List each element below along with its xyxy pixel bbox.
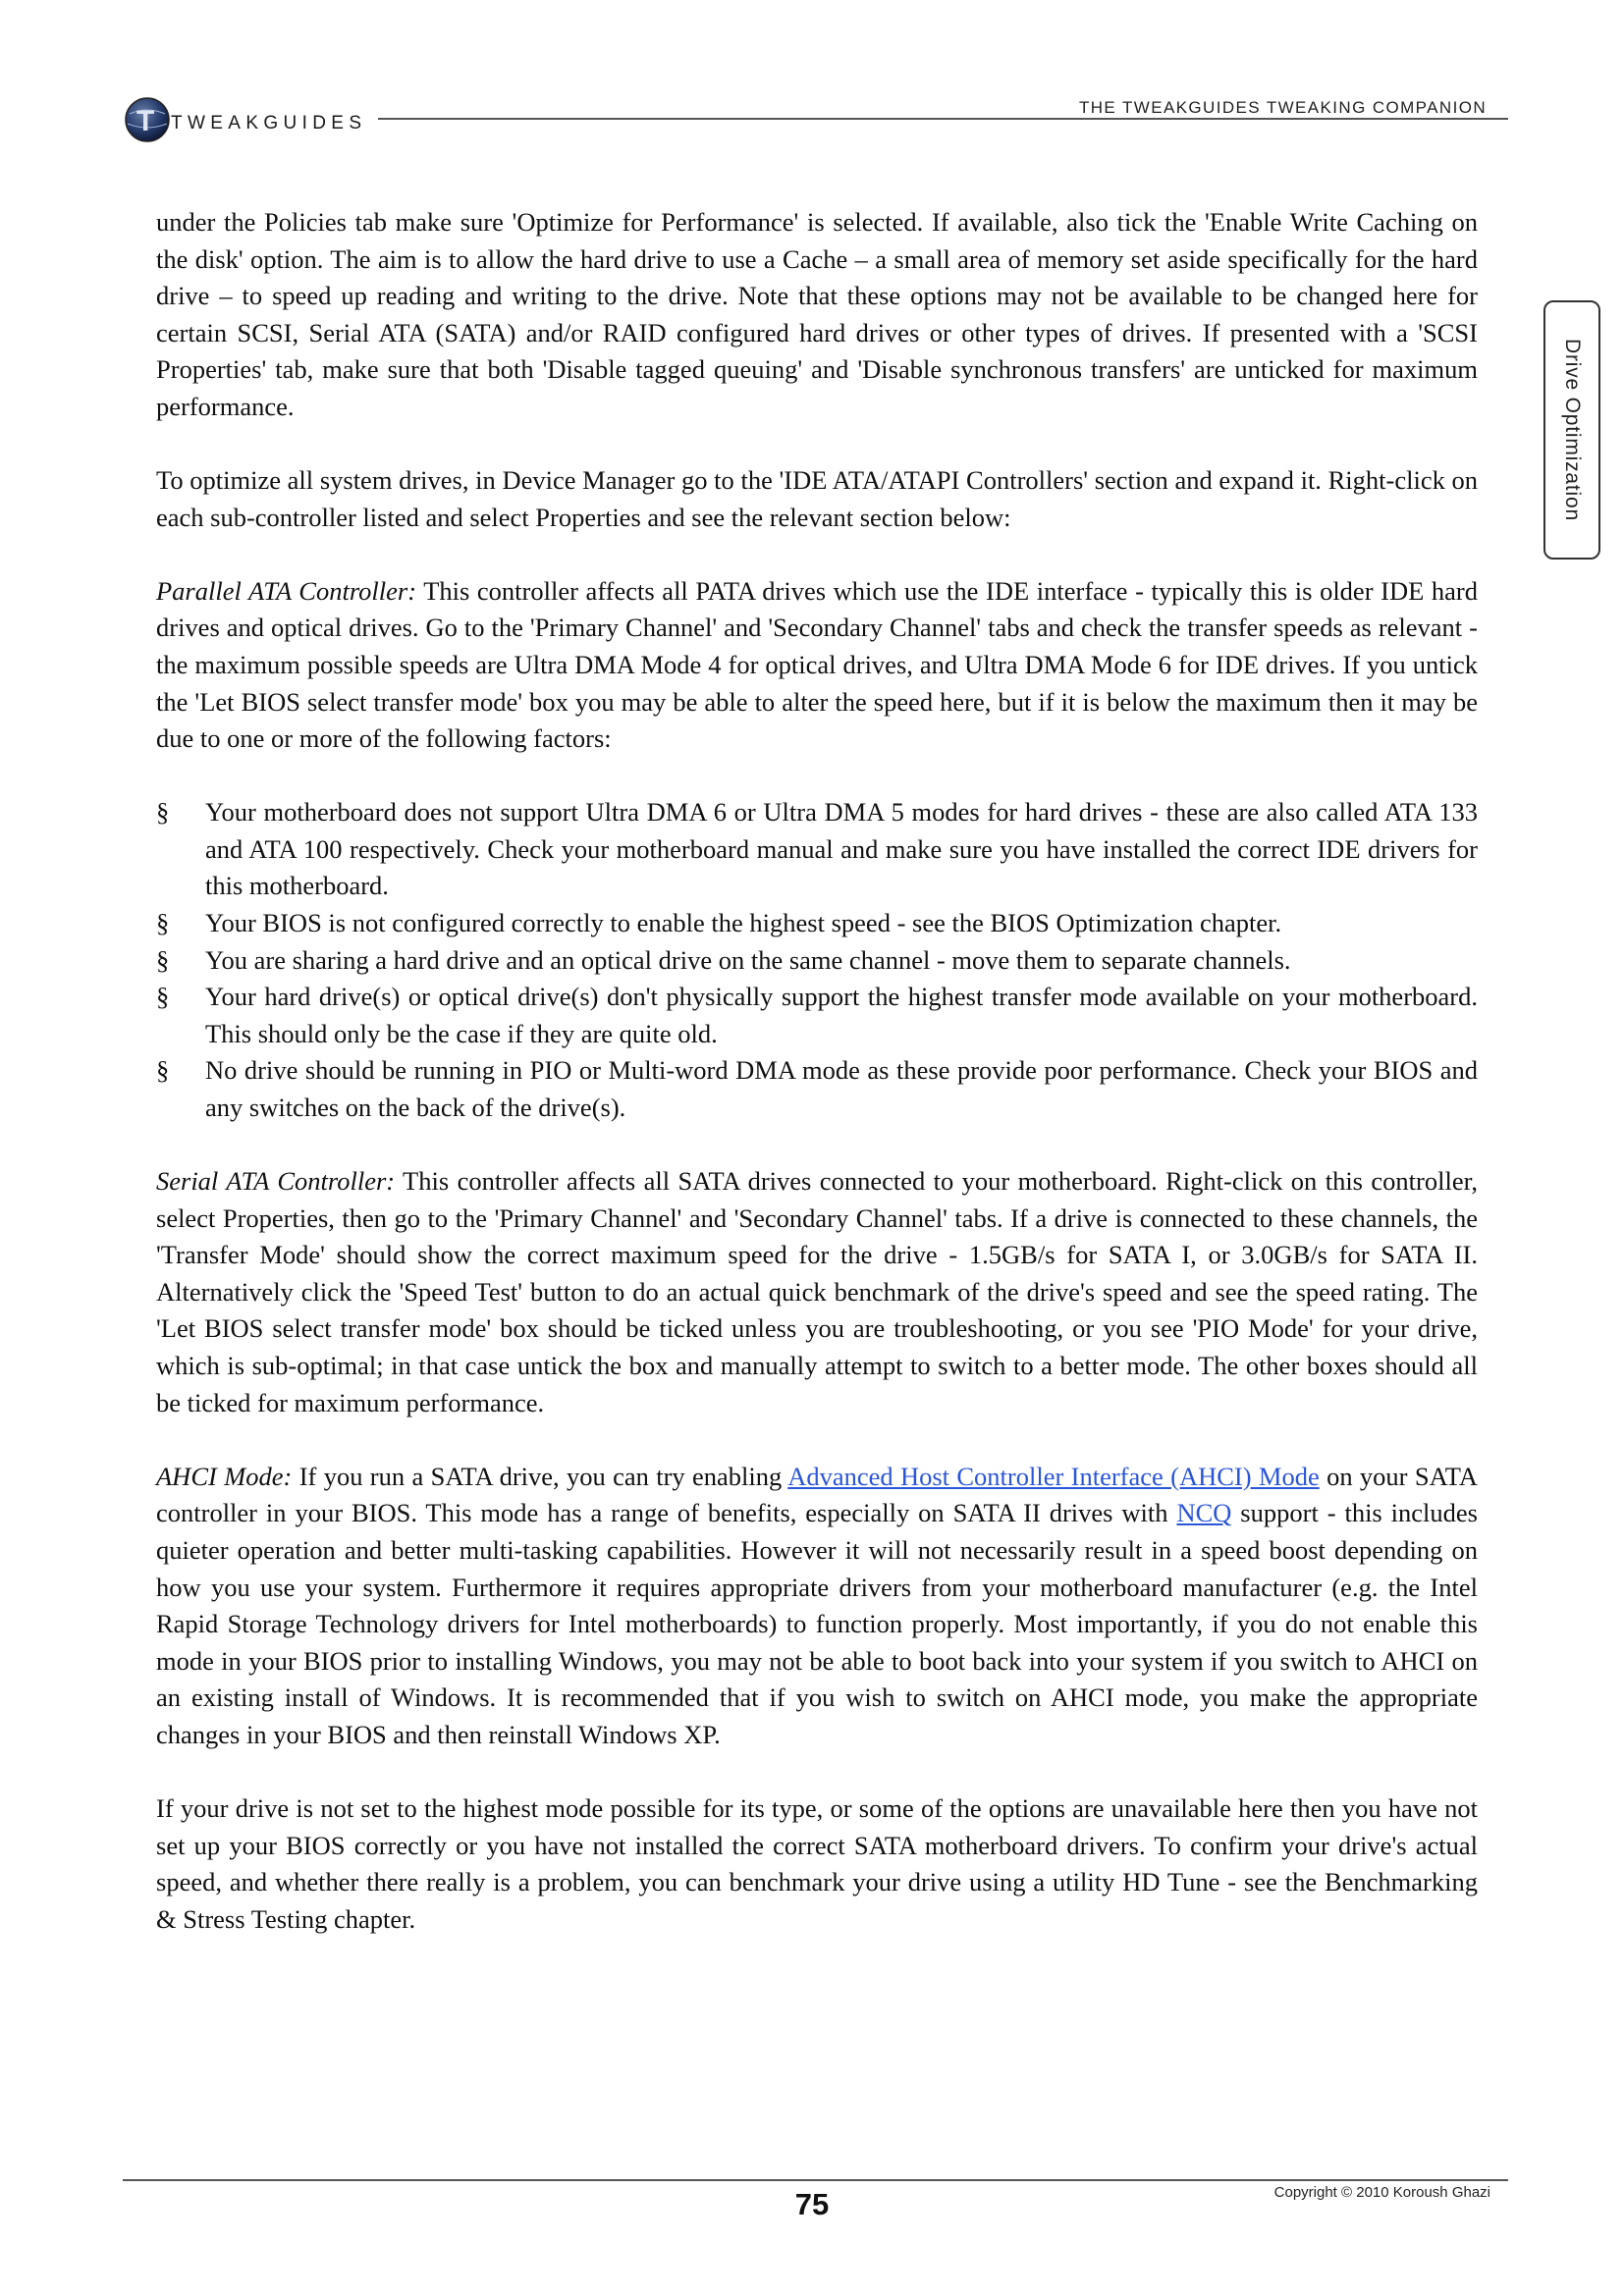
term-parallel-ata: Parallel ATA Controller: <box>156 575 417 606</box>
logo-wordmark: TWEAKGUIDES <box>171 113 362 133</box>
ahci-link[interactable]: Advanced Host Controller Interface (AHCI) Mode <box>787 1461 1320 1491</box>
page-body <box>156 204 1478 1975</box>
paragraph-benchmark: If your drive is not set to the highest mode possible for its type, or some of the options are unavailable here then you have not set up your BIOS correctly or you have not installed the correct SATA motherboard drivers. To confirm your drive's actual speed, and whether there really is a problem, you can benchmark your drive using a utility HD Tune - see the Benchmarking & Stress Testing chapter. <box>156 1792 1478 1934</box>
term-ahci-mode: AHCI Mode: <box>156 1461 293 1491</box>
page-number: 75 <box>794 2187 830 2221</box>
paragraph-ahci-mode: AHCI Mode: If you run a SATA drive, you can try enabling Advanced Host Controller Interface (AHCI) Mode on your SATA controller in your BIOS. This mode has a range of benefits, especially on SATA II drives with NCQ support - this includes quieter operation and better multi-tasking capabilities. However it will not necessarily result in a speed boost depending on how you use your system. Furthermore it requires appropriate drivers from your motherboard manufacturer (e.g. the Intel Rapid Storage Technology drivers for Intel motherboards) to function properly. Most importantly, if you do not enable this mode in your BIOS prior to installing Windows, you may not be able to boot back into your system if you switch to AHCI on an existing install of Windows. It is recommended that if you wish to switch on AHCI mode, you make the appropriate changes in your BIOS and then reinstall Windows XP. <box>156 1461 1478 1749</box>
bullet-marker: § <box>156 797 170 828</box>
bullet-marker: § <box>156 982 170 1012</box>
paragraph-parallel-ata: Parallel ATA Controller: This controller affects all PATA drives which use the IDE interface - typically this is older IDE hard drives and optical drives. Go to the 'Primary Channel' and 'Secondary Channel' tabs and check the transfer speeds as relevant - the maximum possible speeds are Ultra DMA Mode 4 for optical drives, and Ultra DMA Mode 6 for IDE drives. If you untick the 'Let BIOS select transfer mode' box you may be able to alter the speed here, but if it is below the maximum then it may be due to one or more of the following factors: <box>156 575 1478 754</box>
tweakguides-logo <box>124 94 369 145</box>
chapter-side-tab <box>1543 300 1600 560</box>
list-item: § Your BIOS is not configured correctly to enable the highest speed - see the BIOS Optimization chapter. <box>156 905 1478 942</box>
copyright-notice: Copyright © 2010 Koroush Ghazi <box>1273 2184 1490 2201</box>
bullet-marker: § <box>156 944 170 975</box>
bullet-marker: § <box>156 1055 170 1086</box>
chapter-side-tab-label: Drive Optimization <box>1561 339 1584 521</box>
header-divider <box>378 118 1508 120</box>
list-item: § No drive should be running in PIO or Multi-word DMA mode as these provide poor performance. Check your BIOS and any switches on the back of the drive(s). <box>156 1052 1478 1126</box>
factors-list <box>156 794 1478 1126</box>
ncq-link[interactable]: NCQ <box>1176 1498 1232 1528</box>
paragraph-device-manager: To optimize all system drives, in Device Manager go to the 'IDE ATA/ATAPI Controllers' section and expand it. Right-click on each sub-controller listed and select Properties and see the relevant section below: <box>156 465 1478 532</box>
list-item: § You are sharing a hard drive and an optical drive on the same channel - move them to separate channels. <box>156 942 1478 980</box>
bullet-marker: § <box>156 908 170 937</box>
list-item: § Your motherboard does not support Ultra DMA 6 or Ultra DMA 5 modes for hard drives - these are also called ATA 133 and ATA 100 respectively. Check your motherboard manual and make sure you have installed the correct IDE drivers for this motherboard. <box>156 794 1478 905</box>
footer-divider <box>123 2179 1508 2181</box>
paragraph-serial-ata: Serial ATA Controller: This controller affects all SATA drives connected to your motherboard. Right-click on this controller, select Properties, then go to the 'Primary Channel' and 'Secondary Channel' tabs. If a drive is connected to these channels, the 'Transfer Mode' should show the correct maximum speed for the drive - 1.5GB/s for SATA I, or 3.0GB/s for SATA II. Alternatively click the 'Speed Test' button to do an actual quick benchmark of the drive's speed and see the speed rating. The 'Let BIOS select transfer mode' box should be ticked unless you are troubleshooting, or you see 'PIO Mode' for your drive, which is sub-optimal; in that case untick the box and manually attempt to switch to a better mode. The other boxes should all be ticked for maximum performance. <box>156 1166 1478 1417</box>
header-title: THE TWEAKGUIDES TWEAKING COMPANION <box>1078 98 1487 117</box>
list-item: § Your hard drive(s) or optical drive(s) don't physically support the highest transfer mode available on your motherboard. This should only be the case if they are quite old. <box>156 979 1478 1052</box>
term-serial-ata: Serial ATA Controller: <box>156 1166 396 1197</box>
paragraph-policies: under the Policies tab make sure 'Optimize for Performance' is selected. If available, also tick the 'Enable Write Caching on the disk' option. The aim is to allow the hard drive to use a Cache – a small area of memory set aside specifically for the hard drive – to speed up reading and writing to the drive. Note that these options may not be available to be changed here for certain SCSI, Serial ATA (SATA) and/or RAID configured hard drives or other types of drives. If presented with a 'SCSI Properties' tab, make sure that both 'Disable tagged queuing' and 'Disable synchronous transfers' are unticked for maximum performance. <box>156 207 1478 421</box>
svg-text:T: T <box>136 105 155 137</box>
